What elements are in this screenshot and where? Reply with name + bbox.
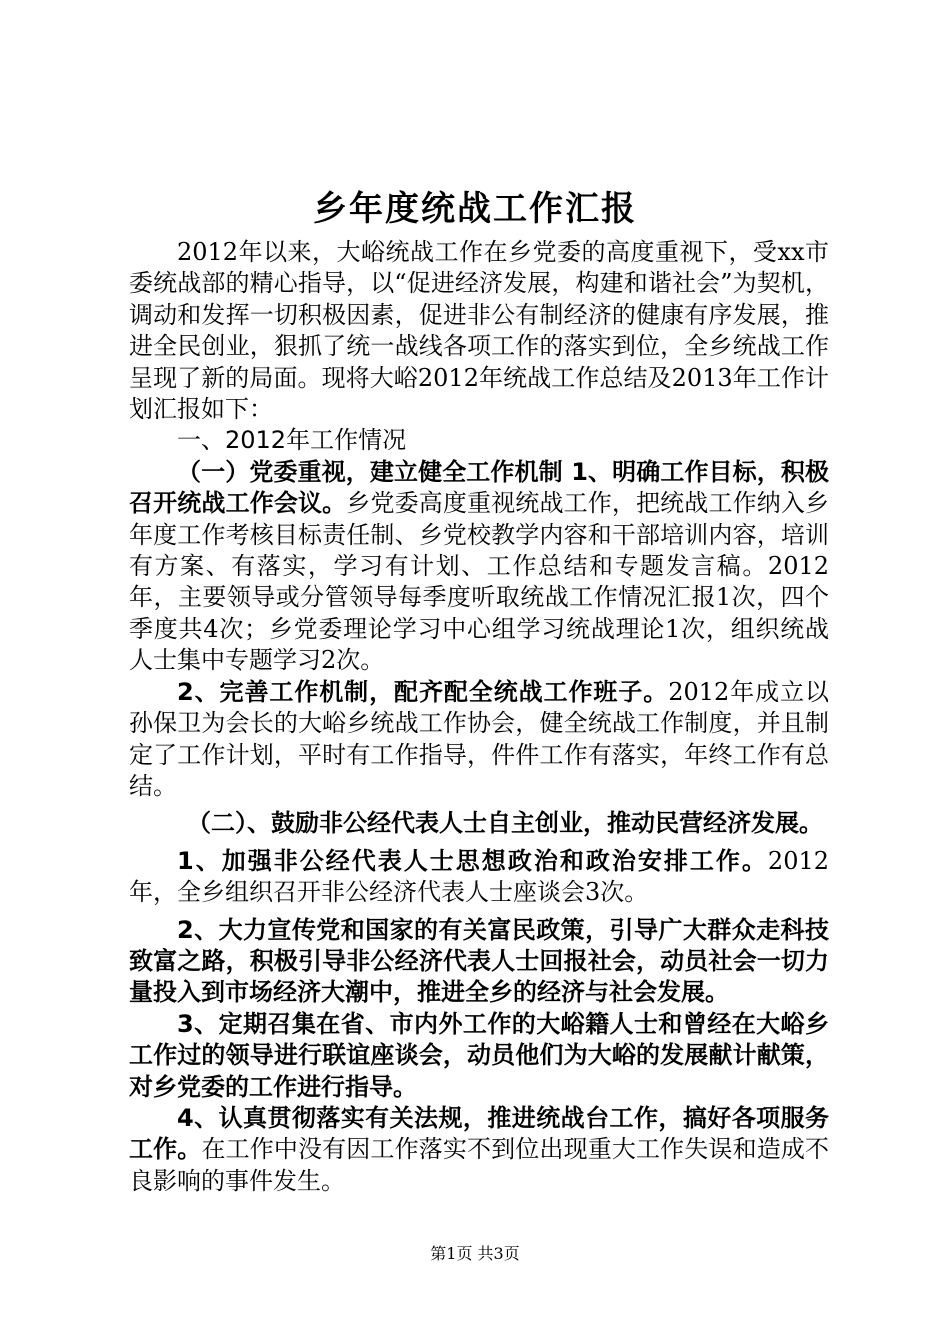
paragraph-lead: 2、完善工作机制，配齐配全统战工作班子。 <box>177 677 669 706</box>
item-body: 2012年，全乡组织召开非公经济代表人士座谈会3次。 <box>129 846 829 907</box>
paragraph-body: 2012年成立以孙保卫为会长的大峪乡统战工作协会，健全统战工作制度，并且制定了工作计划，平时有工作指导，件件工作有落实，年终工作有总结。 <box>129 677 829 800</box>
item-lead: 1、加强非公经代表人士思想政治和政治安排工作。 <box>177 846 768 875</box>
list-item-1 <box>129 846 829 909</box>
list-item-2: 2、大力宣传党和国家的有关富民政策，引导广大群众走科技致富之路，积极引导非公经济代表人士回报社会，动员社会一切力量投入到市场经济大潮中，推进全乡的经济与社会发展。 <box>129 915 829 1007</box>
item-lead: 4、认真贯彻落实有关法规，推进统战台工作，搞好各项服务工作。 <box>129 1103 829 1164</box>
list-item-3: 3、定期召集在省、市内外工作的大峪籍人士和曾经在大峪乡工作过的领导进行联谊座谈会，动员他们为大峪的发展献计献策，对乡党委的工作进行指导。 <box>129 1009 829 1101</box>
section-heading-2012-work: 一、2012年工作情况 <box>177 426 407 455</box>
paragraph-lead: （一）党委重视，建立健全工作机制 1、明确工作目标，积极召开统战工作会议。 <box>129 457 829 518</box>
paragraph-work-mechanism <box>129 677 829 803</box>
item-body: 在工作中没有因工作落实不到位出现重大工作失误和造成不良影响的事件发生。 <box>129 1135 830 1195</box>
paragraph-party-committee <box>129 457 829 677</box>
paragraph-body: 乡党委高度重视统战工作，把统战工作纳入乡年度工作考核目标责任制、乡党校教学内容和干部培训内容，培训有方案、有落实，学习有计划、工作总结和专题发言稿。2012年，主要领导或分管领导每季度听取统战工作情况汇报1次，四个季度共4次；乡党委理论学习中心组学习统战理论1次，组织统战人士集中专题学习2次。 <box>129 489 830 675</box>
page-footer: 第1页 共3页 <box>430 1244 520 1263</box>
intro-paragraph: 2012年以来，大峪统战工作在乡党委的高度重视下，受xx市委统战部的精心指导，以“促进经济发展，构建和谐社会”为契机，调动和发挥一切积极因素，促进非公有制经济的健康有序发展，推进全民创业，狠抓了统一战线各项工作的落实到位，全乡统战工作呈现了新的局面。现将大峪2012年统战工作总结及2013年工作计划汇报如下： <box>129 238 829 424</box>
subheading-private-economy: （二）、鼓励非公经代表人士自主创业，推动民营经济发展。 <box>187 809 823 838</box>
document-title: 乡年度统战工作汇报 <box>313 189 637 229</box>
document-body <box>129 237 829 1197</box>
list-item-4 <box>129 1103 829 1197</box>
